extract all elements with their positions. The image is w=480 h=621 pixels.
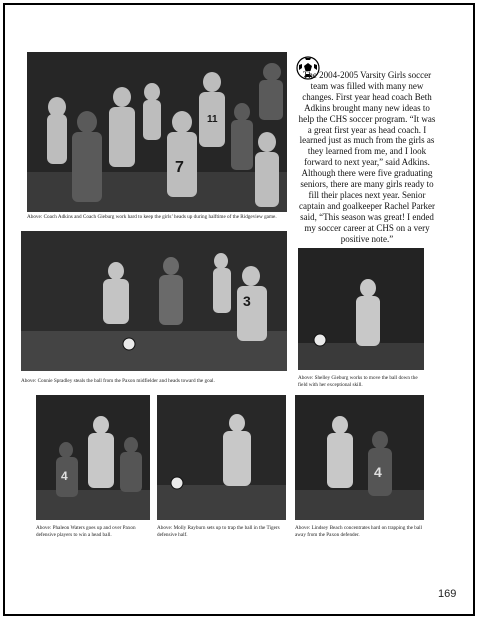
halftime-huddle-caption: Above: Coach Adkins and Coach Gieburg work hard to keep the girls’ heads up during halftime of the Ridgeview game.: [27, 214, 277, 220]
spradley-steal-photo: [21, 231, 287, 371]
waters-header-photo: [36, 395, 150, 520]
halftime-huddle-photo: [27, 52, 287, 212]
gieburg-dribble-caption: Above: Shelley Gieburg works to move the ball down the field with her exceptional skill.: [298, 375, 418, 388]
gieburg-dribble-photo: [298, 248, 424, 370]
waters-header-caption: Above: Phaleon Waters goes up and over Paxon defensive players to win a head ball.: [36, 525, 136, 538]
jersey-number: 3: [243, 293, 251, 309]
spradley-steal-caption: Above: Connie Spradley steals the ball from the Paxon midfielder and heads toward the goal.: [21, 378, 215, 384]
jersey-number: 4: [61, 469, 68, 483]
page-number: 169: [438, 588, 457, 600]
jersey-number: 11: [207, 114, 218, 125]
story-text: The 2004-2005 Varsity Girls soccer team was filled with many new changes. First year head coach Beth Adkins brought many new ideas to help the CHS soccer program. “It was a great first year as head coach. I learned just as much from the girls as they learned from me, and I look forward to next year,” said Adkins. Although there were five graduating seniors, there are many girls ready to fill their places next year. Senior captain and goalkeeper Rachel Parker said, “This season was great! I ended my soccer career at CHS on a very positive note.”: [298, 70, 436, 244]
jersey-number: 7: [175, 159, 184, 176]
beach-trap-caption: Above: Lindsey Beach concentrates hard on trapping the ball away from the Paxon defender.: [295, 525, 423, 538]
rayburn-trap-caption: Above: Molly Rayburn sets up to trap the ball in the Tigers defensive half.: [157, 525, 280, 538]
jersey-number: 4: [374, 464, 382, 480]
rayburn-trap-photo: [157, 395, 286, 520]
beach-trap-photo: [295, 395, 424, 520]
